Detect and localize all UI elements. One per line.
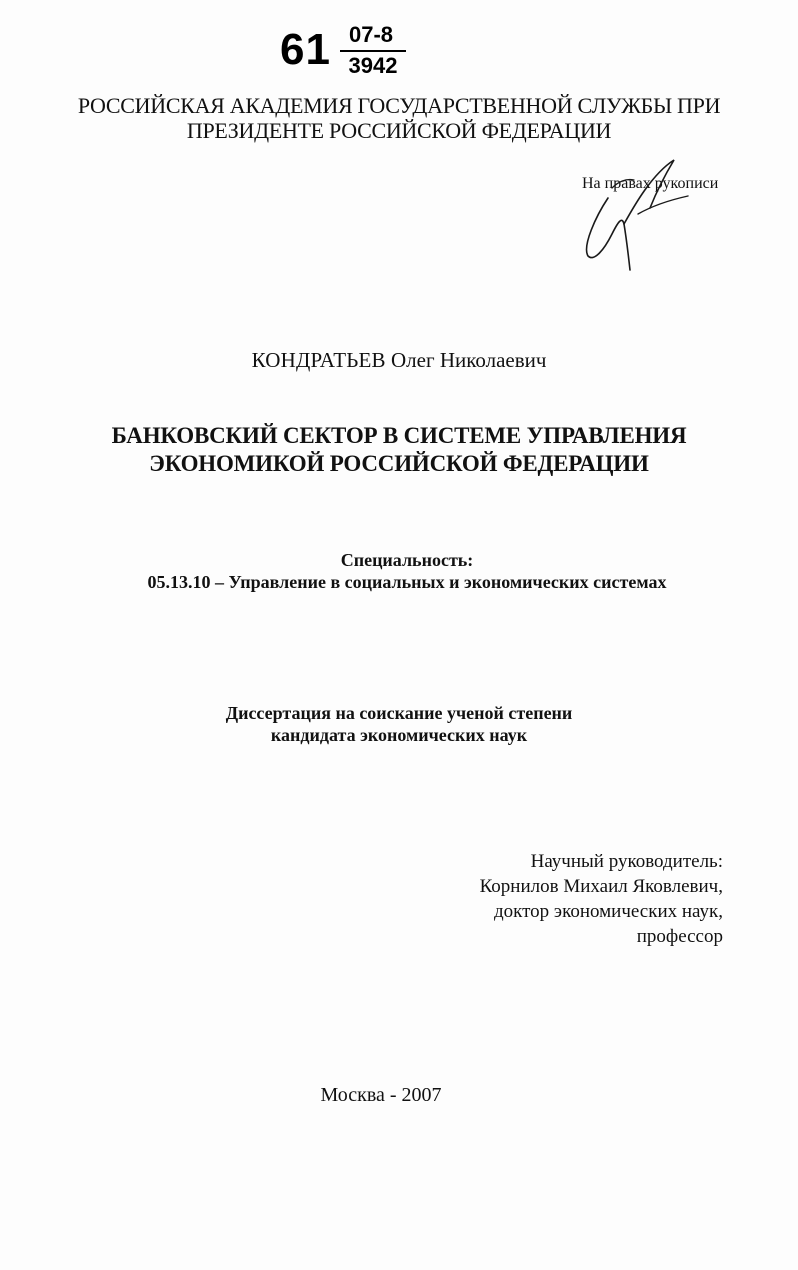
place-and-year: Москва - 2007 (320, 1084, 442, 1106)
stamp-main-number: 61 (280, 25, 331, 74)
degree-line-2: кандидата экономических наук (270, 725, 528, 745)
author-given-names: Олег Николаевич (391, 348, 547, 372)
supervisor-label: Научный руководитель: (530, 851, 723, 872)
author-surname: КОНДРАТЬЕВ (251, 348, 386, 372)
stamp-fraction-line (340, 50, 406, 52)
signature-stroke-main (587, 198, 630, 270)
signature-stroke-tail (638, 196, 688, 214)
institution-line-1: РОССИЙСКАЯ АКАДЕМИЯ ГОСУДАРСТВЕННОЙ СЛУЖБЫ ПРИ (77, 93, 721, 118)
institution-name (0, 93, 798, 143)
title-line-1: БАНКОВСКИЙ СЕКТОР В СИСТЕМЕ УПРАВЛЕНИЯ (111, 423, 687, 448)
specialty-label: Специальность: (340, 550, 474, 570)
supervisor-block (480, 849, 723, 949)
author-name (0, 347, 798, 373)
handwritten-signature (578, 158, 698, 278)
specialty-block (0, 549, 798, 593)
supervisor-name: Корнилов Михаил Яковлевич, (479, 876, 723, 897)
signature-stroke-loop (624, 160, 674, 224)
title-line-2: ЭКОНОМИКОЙ РОССИЙСКОЙ ФЕДЕРАЦИИ (149, 451, 649, 476)
supervisor-degree: доктор экономических наук, (493, 901, 723, 922)
institution-line-2: ПРЕЗИДЕНТЕ РОССИЙСКОЙ ФЕДЕРАЦИИ (186, 118, 612, 143)
stamp-top-number: 07-8 (348, 22, 394, 47)
supervisor-rank: профессор (636, 926, 723, 947)
manuscript-rights-note: На правах рукописи (582, 175, 719, 192)
specialty-value: 05.13.10 – Управление в социальных и экономических системах (147, 572, 667, 592)
dissertation-title (0, 422, 798, 478)
signature-stroke-hook (612, 179, 634, 188)
degree-statement (0, 702, 798, 746)
degree-line-1: Диссертация на соискание ученой степени (225, 703, 573, 723)
stamp-bottom-number: 3942 (348, 53, 398, 78)
library-stamp-number (280, 24, 420, 84)
